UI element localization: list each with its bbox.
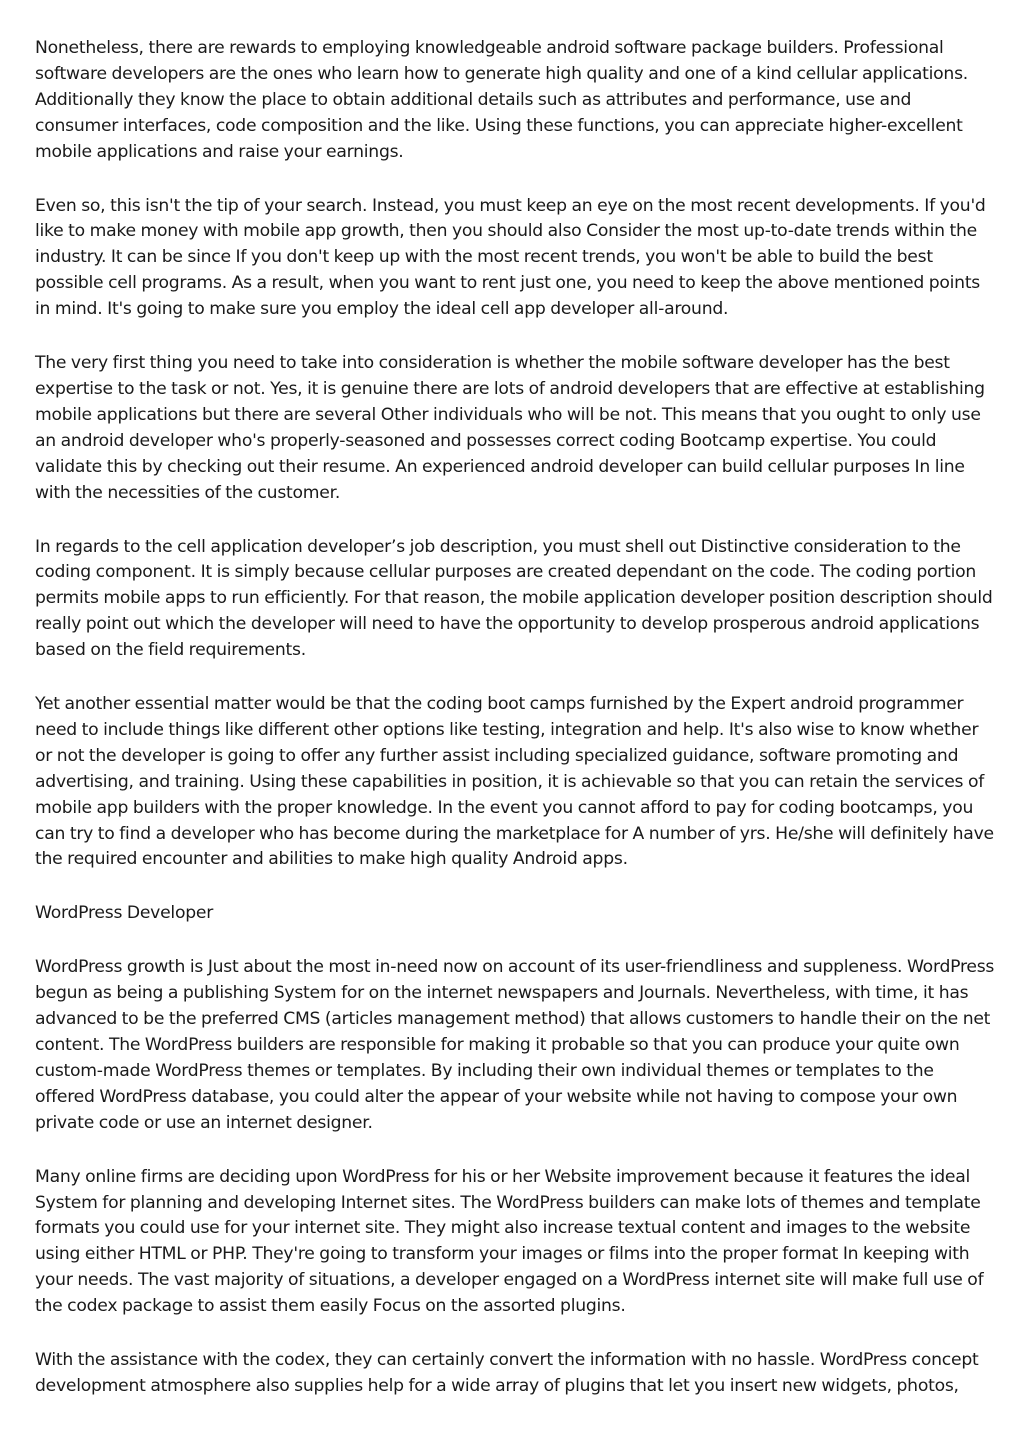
paragraph-developer-expertise: The very first thing you need to take into consideration is whether the mobile software developer has the best expertise to the task or not. Yes, it is genuine there are lots of android developers that are effective at establishing mobile applications but there are several Other individuals who will be not. This means that you ought to only use an android developer who's properly-seasoned and possesses correct coding Bootcamp expertise. You could validate this by checking out their resume. An experienced android developer can build cellular purposes In line with the necessities of the customer. (35, 353, 985, 503)
paragraph-wordpress-firms: Many online firms are deciding upon WordPress for his or her Website improvement because it features the ideal System for planning and developing Internet sites. The WordPress builders can make lots of themes and template formats you could use for your internet site. They might also increase textual content and images to the website using either HTML or PHP. They're going to transform your images or films into the proper format In keeping with your needs. The vast majority of situations, a developer engaged on a WordPress internet site will make full use of the codex package to assist them easily Focus on the assorted plugins. (35, 1166, 984, 1317)
paragraph-job-description: In regards to the cell application developer’s job description, you must shell out Distinctive consideration to the coding component. It is simply because cellular purposes are created dependant on the code. The coding portion permits mobile apps to run efficiently. For that reason, the mobile application developer position description should really point out which the developer will need to have the opportunity to develop prosperous android applications based on the field requirements. (35, 536, 993, 661)
paragraph-android-builders-rewards: Nonetheless, there are rewards to employing knowledgeable android software package builders. Professional software developers are the ones who learn how to generate high quality and one of a kind cellular applications. Additionally they know the place to obtain additional details such as attributes and performance, use and consumer interfaces, code composition and the like. Using these functions, you can appreciate higher-excellent mobile applications and raise your earnings. (35, 38, 968, 162)
section-heading-wordpress-developer: WordPress Developer (35, 903, 214, 924)
paragraph-codex-assistance: With the assistance with the codex, they can certainly convert the information with no hassle. WordPress concept development atmosphere also supplies help for a wide array of plugins that let you insert new widgets, photos, (35, 1350, 979, 1396)
paragraph-recent-trends: Even so, this isn't the tip of your search. Instead, you must keep an eye on the most recent developments. If you'd like to make money with mobile app growth, then you should also Consider the most up-to-date trends within the industry. It can be since If you don't keep up with the most recent trends, you won't be able to build the best possible cell programs. As a result, when you want to rent just one, you need to keep the above mentioned points in mind. It's going to make sure you employ the ideal cell app developer all-around. (35, 195, 986, 320)
document-page (35, 36, 995, 1428)
paragraph-coding-bootcamps: Yet another essential matter would be that the coding boot camps furnished by the Expert android programmer need to include things like different other options like testing, integration and help. It's also wise to know whether or not the developer is going to offer any further assist including specialized guidance, software promoting and advertising, and training. Using these capabilities in position, it is achievable so that you can retain the services of mobile app builders with the proper knowledge. In the event you cannot afford to pay for coding bootcamps, you can try to find a developer who has become during the marketplace for A number of yrs. He/she will definitely have the required encounter and abilities to make high quality Android apps. (35, 694, 994, 870)
paragraph-wordpress-growth: WordPress growth is Just about the most in-need now on account of its user-friendliness and suppleness. WordPress begun as being a publishing System for on the internet newspapers and Journals. Nevertheless, with time, it has advanced to be the preferred CMS (articles management method) that allows customers to handle their on the net content. The WordPress builders are responsible for making it probable so that you can produce your quite own custom-made WordPress themes or templates. By including their own individual themes or templates to the offered WordPress database, you could alter the appear of your website while not having to compose your own private code or use an internet designer. (35, 957, 995, 1133)
